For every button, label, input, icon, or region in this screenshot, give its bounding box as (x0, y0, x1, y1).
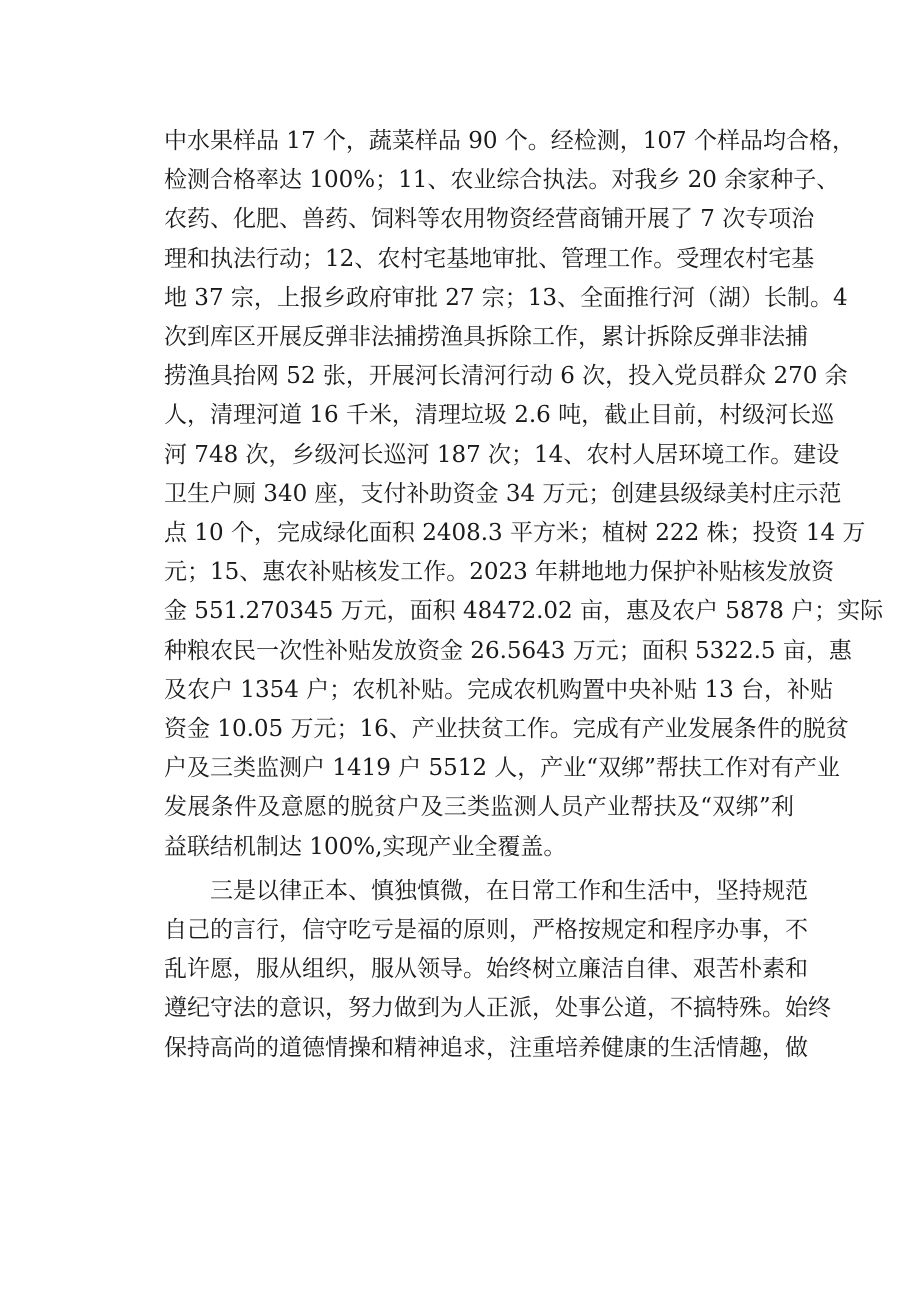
text-line: 检测合格率达 100%；11、农业综合执法。对我乡 20 余家种子、 (164, 167, 840, 194)
text-line: 乱许愿，服从组织，服从领导。始终树立廉洁自律、艰苦朴素和 (164, 956, 808, 983)
text-line: 种粮农民一次性补贴发放资金 26.5643 万元；面积 5322.5 亩，惠 (164, 637, 852, 664)
text-line: 河 748 次，乡级河长巡河 187 次；14、农村人居环境工作。建设 (164, 441, 840, 468)
paragraph (164, 122, 884, 867)
text-line: 捞渔具抬网 52 张，开展河长清河行动 6 次，投入党员群众 270 余 (164, 363, 848, 390)
text-line: 发展条件及意愿的脱贫户及三类监测人员产业帮扶及“双绑”利 (164, 794, 794, 821)
text-line: 户及三类监测户 1419 户 5512 人，产业“双绑”帮扶工作对有产业 (164, 755, 840, 782)
text-line: 人，清理河道 16 千米，清理垃圾 2.6 吨，截止目前，村级河长巡 (164, 402, 835, 429)
text-line: 资金 10.05 万元；16、产业扶贫工作。完成有产业发展条件的脱贫 (164, 716, 849, 743)
text-line: 农药、化肥、兽药、饲料等农用物资经营商铺开展了 7 次专项治 (164, 206, 815, 233)
text-line: 元；15、惠农补贴核发工作。2023 年耕地地力保护补贴核发放资 (164, 559, 835, 586)
text-line: 金 551.270345 万元，面积 48472.02 亩，惠及农户 5878 户；实际 (164, 598, 884, 625)
text-line: 理和执法行动；12、农村宅基地审批、管理工作。受理农村宅基 (164, 245, 815, 272)
text-line: 地 37 宗，上报乡政府审批 27 宗；13、全面推行河（湖）长制。4 (164, 284, 848, 311)
text-line: 及农户 1354 户；农机补贴。完成农机购置中央补贴 13 台，补贴 (164, 676, 834, 703)
text-line: 次到库区开展反弹非法捕捞渔具拆除工作，累计拆除反弹非法捕 (164, 324, 808, 351)
text-line: 益联结机制达 100%,实现产业全覆盖。 (164, 833, 567, 860)
text-line: 遵纪守法的意识，努力做到为人正派，处事公道，不搞特殊。始终 (164, 995, 831, 1022)
text-line: 自己的言行，信守吃亏是福的原则，严格按规定和程序办事，不 (164, 917, 808, 944)
paragraph (164, 872, 831, 1068)
text-line: 中水果样品 17 个，蔬菜样品 90 个。经检测，107 个样品均合格， (164, 128, 855, 154)
text-line: 点 10 个，完成绿化面积 2408.3 平方米；植树 222 株；投资 14 万 (164, 520, 866, 547)
text-line: 卫生户厕 340 座，支付补助资金 34 万元；创建县级绿美村庄示范 (164, 480, 842, 507)
text-line: 保持高尚的道德情操和精神追求，注重培养健康的生活情趣，做 (164, 1034, 808, 1061)
text-line: 三是以律正本、慎独慎微，在日常工作和生活中，坚持规范 (210, 877, 808, 904)
document-body (164, 122, 884, 1068)
